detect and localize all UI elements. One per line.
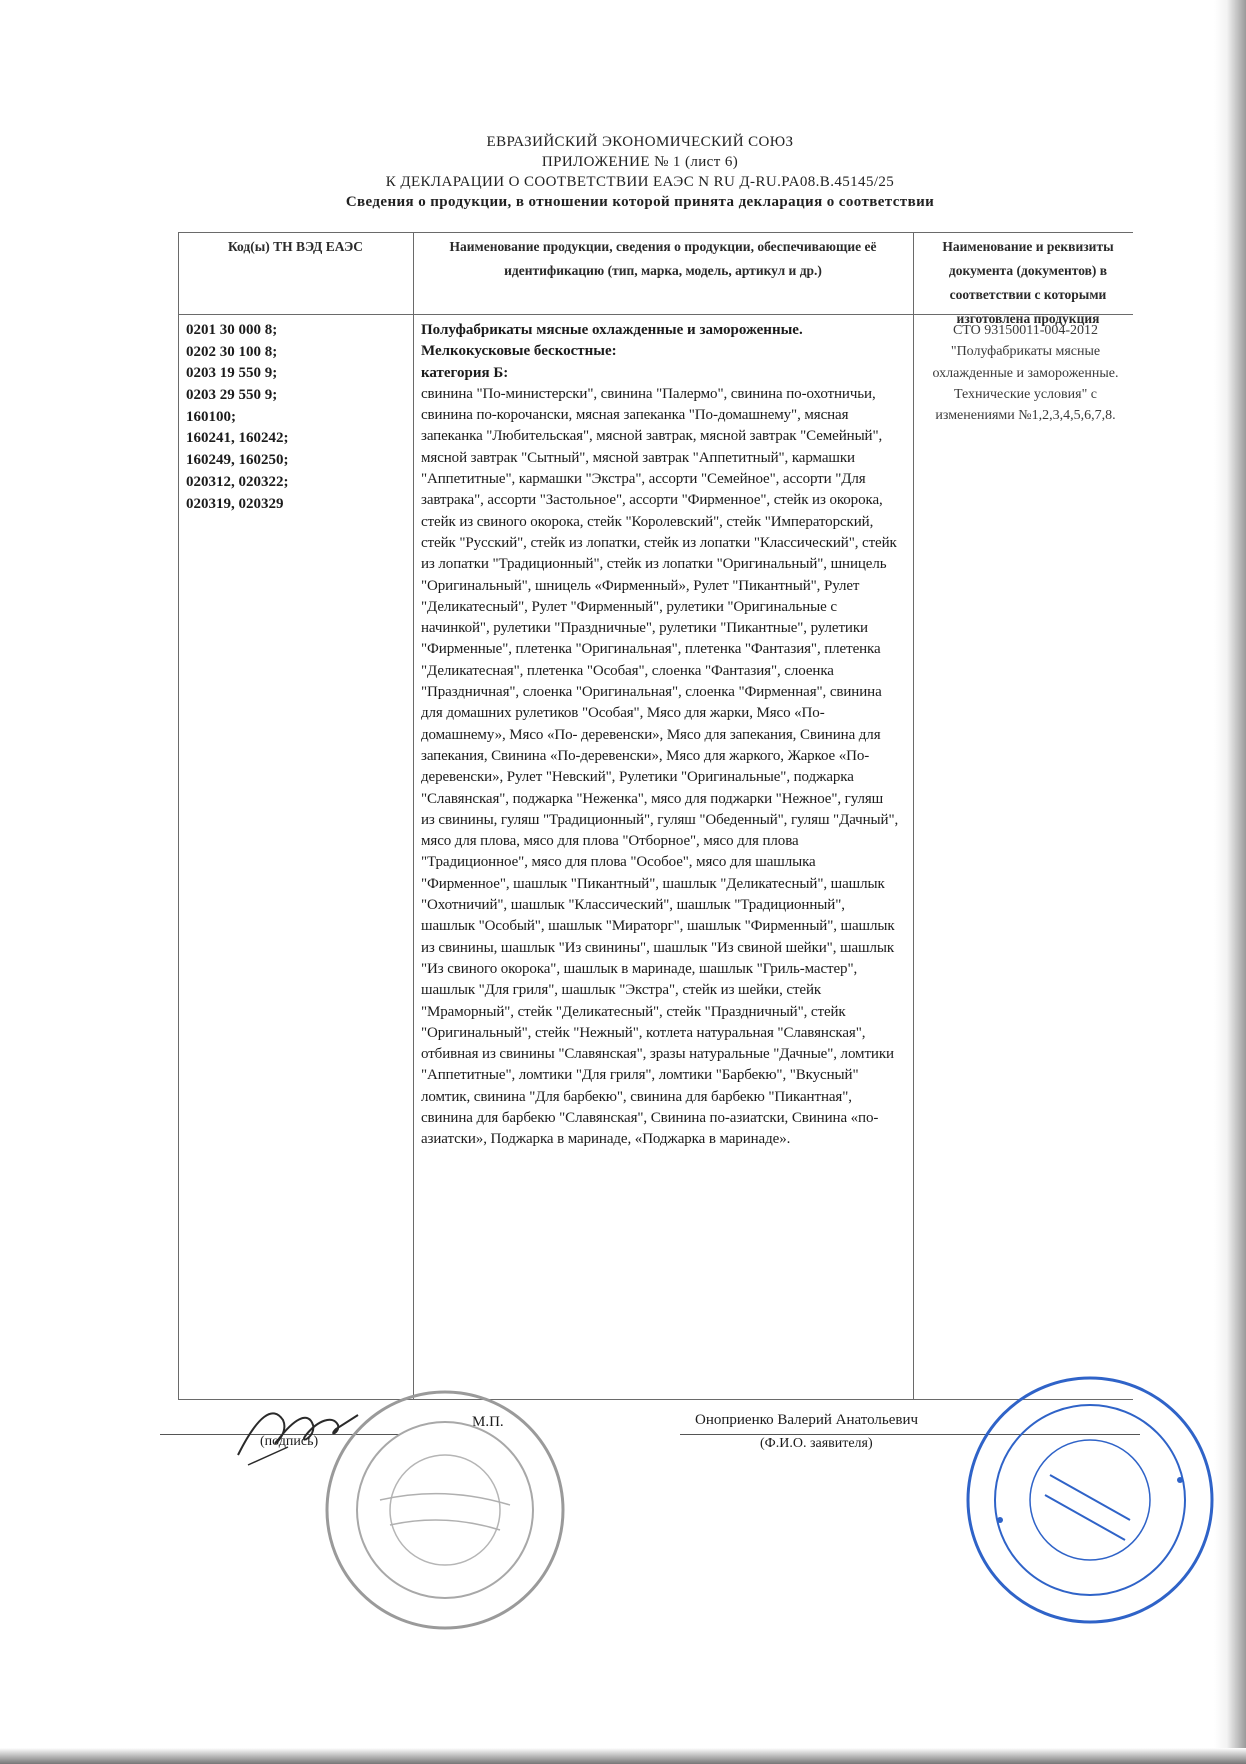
company-seal-stamp — [320, 1385, 570, 1635]
header-document: Наименование и реквизиты документа (документов) в соответствии с которыми изготовлена продукция — [942, 239, 1114, 326]
tnved-code: 020319, 020329 — [186, 495, 284, 512]
product-title: Полуфабрикаты мясные охлажденные и замороженные. — [421, 322, 803, 338]
tnved-code: 160241, 160242; — [186, 430, 289, 447]
document-header — [160, 132, 1120, 212]
header-appendix: ПРИЛОЖЕНИЕ № 1 (лист 6) — [541, 154, 739, 170]
product-table — [178, 232, 1133, 1400]
tnved-code: 0202 30 100 8; — [186, 343, 278, 360]
applicant-name: Оноприенко Валерий Анатольевич — [695, 1412, 919, 1428]
tnved-code: 160100; — [186, 408, 236, 425]
seal-place-label: М.П. — [472, 1414, 504, 1430]
tnved-code: 0201 30 000 8; — [186, 322, 278, 338]
signature-caption: (подпись) — [260, 1434, 319, 1449]
tnved-code: 0203 29 550 9; — [186, 387, 278, 404]
product-list: свинина "По-министерски", свинина "Палермо", свинина по-охотничьи, свинина по-корочански, мясная запеканка "По-домашнему", мясная запеканка "Любительская", мясной завтрак, мясной завтрак "Семейный", мясной завтрак "Сытный", мясной завтрак "Аппетитный", кармашки "Аппетитные", кармашки "Экстра", ассорти "Семейное", ассорти "Для завтрака", ассорти "Застольное", ассорти "Фирменное", стейк из окорока, стейк из свиного окорока, стейк "Королевский", стейк "Императорский, стейк "Русский", стейк из лопатки, стейк из лопатки "Классический", стейк из лопатки "Традиционный", стейк из лопатки "Оригинальный", шницель "Оригинальный", шницель «Фирменный», Рулет "Пикантный", Рулет "Деликатесный", Рулет "Фирменный", рулетики "Оригинальные с начинкой", рулетики "Праздничные", рулетики "Пикантные", рулетики "Фирменные", плетенка "Оригинальная", плетенка "Фантазия", плетенка "Деликатесная", плетенка "Особая", слоенка "Фантазия", слоенка "Праздничная", слоенка "Оригинальная", слоенка "Фирменная", свинина для домашних рулетиков "Особая", Мясо для жарки, Мясо «По-домашнему», Мясо «По- деревенски», Мясо для запекания, Свинина для запекания, Свинина «По-деревенски», Мясо для жаркого, Жаркое «По-деревенски», Рулет "Невский", Рулетики "Оригинальные", поджарка "Славянская", поджарка "Неженка", мясо для поджарки "Нежное", гуляш из свинины, гуляш "Традиционный", гуляш "Обеденный", гуляш "Дачный", мясо для плова, мясо для плова "Отборное", мясо для плова "Традиционное", мясо для плова "Особое", мясо для шашлыка "Фирменное", шашлык "Пикантный", шашлык "Деликатесный", шашлык "Охотничий", шашлык "Классический", шашлык "Традиционный", шашлык "Особый", шашлык "Мираторг", шашлык "Фирменный", шашлык из свинины, шашлык "Из свинины", шашлык "Из свиной шейки", шашлык "Из свиного окорока", шашлык в маринаде, шашлык "Гриль-мастер", шашлык "Для гриля", шашлык "Экстра", стейк из шейки, стейк "Мраморный", стейк "Деликатесный", стейк "Праздничный", стейк "Оригинальный", стейк "Нежный", котлета натуральная "Славянская", отбивная из свинины "Славянская", зразы натуральные "Дачные", ломтики "Аппетитные", ломтики "Для гриля", ломтики "Барбекю", "Вкусный" ломтик, свинина "Для барбекю", свинина для барбекю "Пикантная", свинина для барбекю "Славянская", Свинина по-азиатски, Свинина «по-азиатски», Поджарка в маринаде, «Поджарка в маринаде». — [421, 385, 899, 1148]
header-tnved: Код(ы) ТН ВЭД ЕАЭС — [227, 239, 364, 254]
table-top-border — [178, 232, 1133, 233]
product-subtitle: Мелкокусковые бескостные: — [421, 343, 617, 360]
table-left-border — [178, 232, 179, 1400]
tnved-codes — [186, 320, 406, 515]
table-col-divider-1 — [413, 232, 414, 1400]
applicant-caption: (Ф.И.О. заявителя) — [760, 1436, 873, 1451]
certificate-stamp — [960, 1370, 1220, 1630]
header-product-name: Наименование продукции, сведения о продукции, обеспечивающие её идентификацию (тип, марка, модель, артикул и др.) — [449, 239, 877, 278]
tnved-code: 160249, 160250; — [186, 452, 289, 469]
product-category: категория Б: — [421, 364, 509, 381]
document-reference: СТО 93150011-004-2012 "Полуфабрикаты мясные охлажденные и замороженные. Технические условия" с изменениями №1,2,3,4,5,6,7,8. — [932, 323, 1119, 424]
product-description — [421, 320, 899, 1151]
table-col-divider-2 — [913, 232, 914, 1400]
scan-bottom-shadow — [0, 1748, 1246, 1764]
tnved-code: 0203 19 550 9; — [186, 365, 278, 382]
tnved-code: 020312, 020322; — [186, 473, 289, 490]
header-union: ЕВРАЗИЙСКИЙ ЭКОНОМИЧЕСКИЙ СОЮЗ — [486, 134, 794, 150]
header-declaration: К ДЕКЛАРАЦИИ О СООТВЕТСТВИИ ЕАЭС N RU Д-RU.PA08.B.45145/25 — [385, 174, 895, 190]
header-subtitle: Сведения о продукции, в отношении которой принята декларация о соответствии — [345, 194, 935, 210]
